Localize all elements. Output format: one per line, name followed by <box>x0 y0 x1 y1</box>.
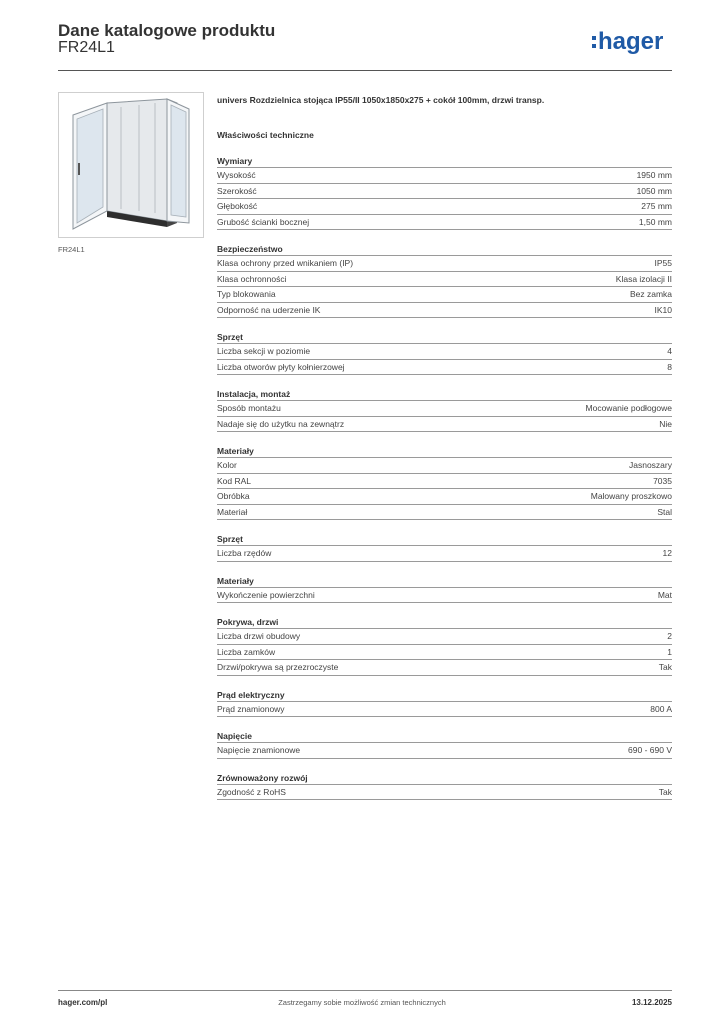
spec-label: Drzwi/pokrywa są przezroczyste <box>217 662 339 672</box>
spec-label: Kod RAL <box>217 475 252 486</box>
spec-row <box>217 256 672 272</box>
footer-date: 13.12.2025 <box>631 998 672 1007</box>
hager-logo <box>592 27 676 57</box>
section-title: Materiały <box>217 575 672 588</box>
spec-label: Wykończenie powierzchni <box>217 589 315 600</box>
section-title: Sprzęt <box>217 533 672 546</box>
spec-label: Materiał <box>217 506 248 517</box>
spec-row <box>217 505 672 521</box>
spec-row <box>217 474 672 490</box>
spec-label: Sposób montażu <box>217 403 281 413</box>
spec-row <box>217 660 672 676</box>
spec-value: 275 mm <box>641 201 672 211</box>
spec-section <box>217 243 672 318</box>
spec-value: 2 <box>667 631 672 641</box>
spec-row <box>217 401 672 417</box>
section-title: Sprzęt <box>217 331 672 344</box>
spec-value: Stal <box>657 506 672 517</box>
section-title: Wymiary <box>217 155 672 168</box>
spec-section <box>217 331 672 375</box>
header-divider <box>58 70 672 71</box>
spec-label: Kolor <box>217 460 237 470</box>
spec-value: Mocowanie podłogowe <box>585 403 672 413</box>
spec-label: Typ blokowania <box>217 289 276 299</box>
spec-value: Nie <box>659 418 672 429</box>
spec-value: 4 <box>667 346 672 356</box>
spec-value: 1,50 mm <box>638 216 672 227</box>
spec-section <box>217 388 672 432</box>
spec-sections <box>217 155 672 813</box>
spec-label: Liczba zamków <box>217 646 276 657</box>
spec-row <box>217 272 672 288</box>
spec-row <box>217 645 672 661</box>
spec-value: 8 <box>667 361 672 372</box>
spec-section <box>217 155 672 230</box>
product-image <box>58 92 204 238</box>
spec-label: Liczba otworów płyty kołnierzowej <box>217 361 345 372</box>
spec-value: 690 - 690 V <box>628 745 672 755</box>
spec-label: Obróbka <box>217 491 250 501</box>
spec-row <box>217 215 672 231</box>
spec-label: Głębokość <box>217 201 258 211</box>
spec-value: Jasnoszary <box>629 460 672 470</box>
spec-section <box>217 575 672 604</box>
spec-row <box>217 199 672 215</box>
spec-value: 7035 <box>653 475 672 486</box>
spec-label: Prąd znamionowy <box>217 703 285 714</box>
spec-row <box>217 184 672 200</box>
specs-heading: Właściwości techniczne <box>217 130 314 140</box>
spec-row <box>217 458 672 474</box>
spec-row <box>217 588 672 604</box>
section-title: Bezpieczeństwo <box>217 243 672 256</box>
image-caption: FR24L1 <box>58 245 85 254</box>
logo-dot-top <box>592 36 596 40</box>
spec-value: Klasa izolacji II <box>615 273 672 284</box>
spec-value: 12 <box>662 548 672 558</box>
spec-section <box>217 533 672 562</box>
spec-value: 800 A <box>650 703 672 714</box>
section-title: Prąd elektryczny <box>217 689 672 702</box>
product-code: FR24L1 <box>58 39 115 56</box>
logo-dot-bottom <box>592 44 596 48</box>
spec-label: Odporność na uderzenie IK <box>217 304 321 315</box>
spec-label: Napięcie znamionowe <box>217 745 301 755</box>
spec-value: IK10 <box>654 304 672 315</box>
section-title: Materiały <box>217 445 672 458</box>
spec-value: Bez zamka <box>629 289 672 299</box>
document-title: Dane katalogowe produktu <box>58 21 276 40</box>
spec-label: Grubość ścianki bocznej <box>217 216 310 227</box>
spec-row <box>217 489 672 505</box>
section-title: Zrównoważony rozwój <box>217 772 672 785</box>
footer-divider <box>58 990 672 991</box>
spec-label: Zgodność z RoHS <box>217 786 286 797</box>
spec-row <box>217 168 672 184</box>
spec-row <box>217 344 672 360</box>
spec-section <box>217 689 672 718</box>
spec-label: Klasa ochronności <box>217 273 287 284</box>
spec-section <box>217 772 672 801</box>
spec-label: Liczba sekcji w poziomie <box>217 346 311 356</box>
spec-row <box>217 629 672 645</box>
spec-label: Liczba drzwi obudowy <box>217 631 301 641</box>
spec-row <box>217 360 672 376</box>
enclosure-illustration <box>59 93 203 237</box>
spec-value: IP55 <box>654 258 672 268</box>
spec-row <box>217 303 672 319</box>
spec-section <box>217 616 672 676</box>
spec-section <box>217 730 672 759</box>
footer-website[interactable]: hager.com/pl <box>58 998 108 1007</box>
section-title: Instalacja, montaż <box>217 388 672 401</box>
spec-value: 1950 mm <box>636 170 672 180</box>
spec-value: Tak <box>658 786 672 797</box>
spec-value: Mat <box>657 589 672 600</box>
footer-disclaimer: Zastrzegamy sobie możliwość zmian technicznych <box>278 998 446 1007</box>
spec-row <box>217 287 672 303</box>
spec-label: Szerokość <box>217 185 257 196</box>
spec-label: Liczba rzędów <box>217 548 272 558</box>
section-title: Pokrywa, drzwi <box>217 616 672 629</box>
spec-label: Wysokość <box>217 170 256 180</box>
spec-row <box>217 702 672 718</box>
spec-value: Malowany proszkowo <box>590 491 672 501</box>
spec-row <box>217 417 672 433</box>
spec-value: 1 <box>667 646 672 657</box>
spec-row <box>217 546 672 562</box>
spec-row <box>217 785 672 801</box>
section-title: Napięcie <box>217 730 672 743</box>
spec-label: Nadaje się do użytku na zewnątrz <box>217 418 345 429</box>
logo-wordmark: hager <box>598 28 664 55</box>
spec-label: Klasa ochrony przed wnikaniem (IP) <box>217 258 354 268</box>
spec-value: 1050 mm <box>636 185 672 196</box>
spec-section <box>217 445 672 520</box>
spec-row <box>217 743 672 759</box>
spec-value: Tak <box>658 662 672 672</box>
product-description: univers Rozdzielnica stojąca IP55/II 1050x1850x275 + cokół 100mm, drzwi transp. <box>217 95 545 105</box>
